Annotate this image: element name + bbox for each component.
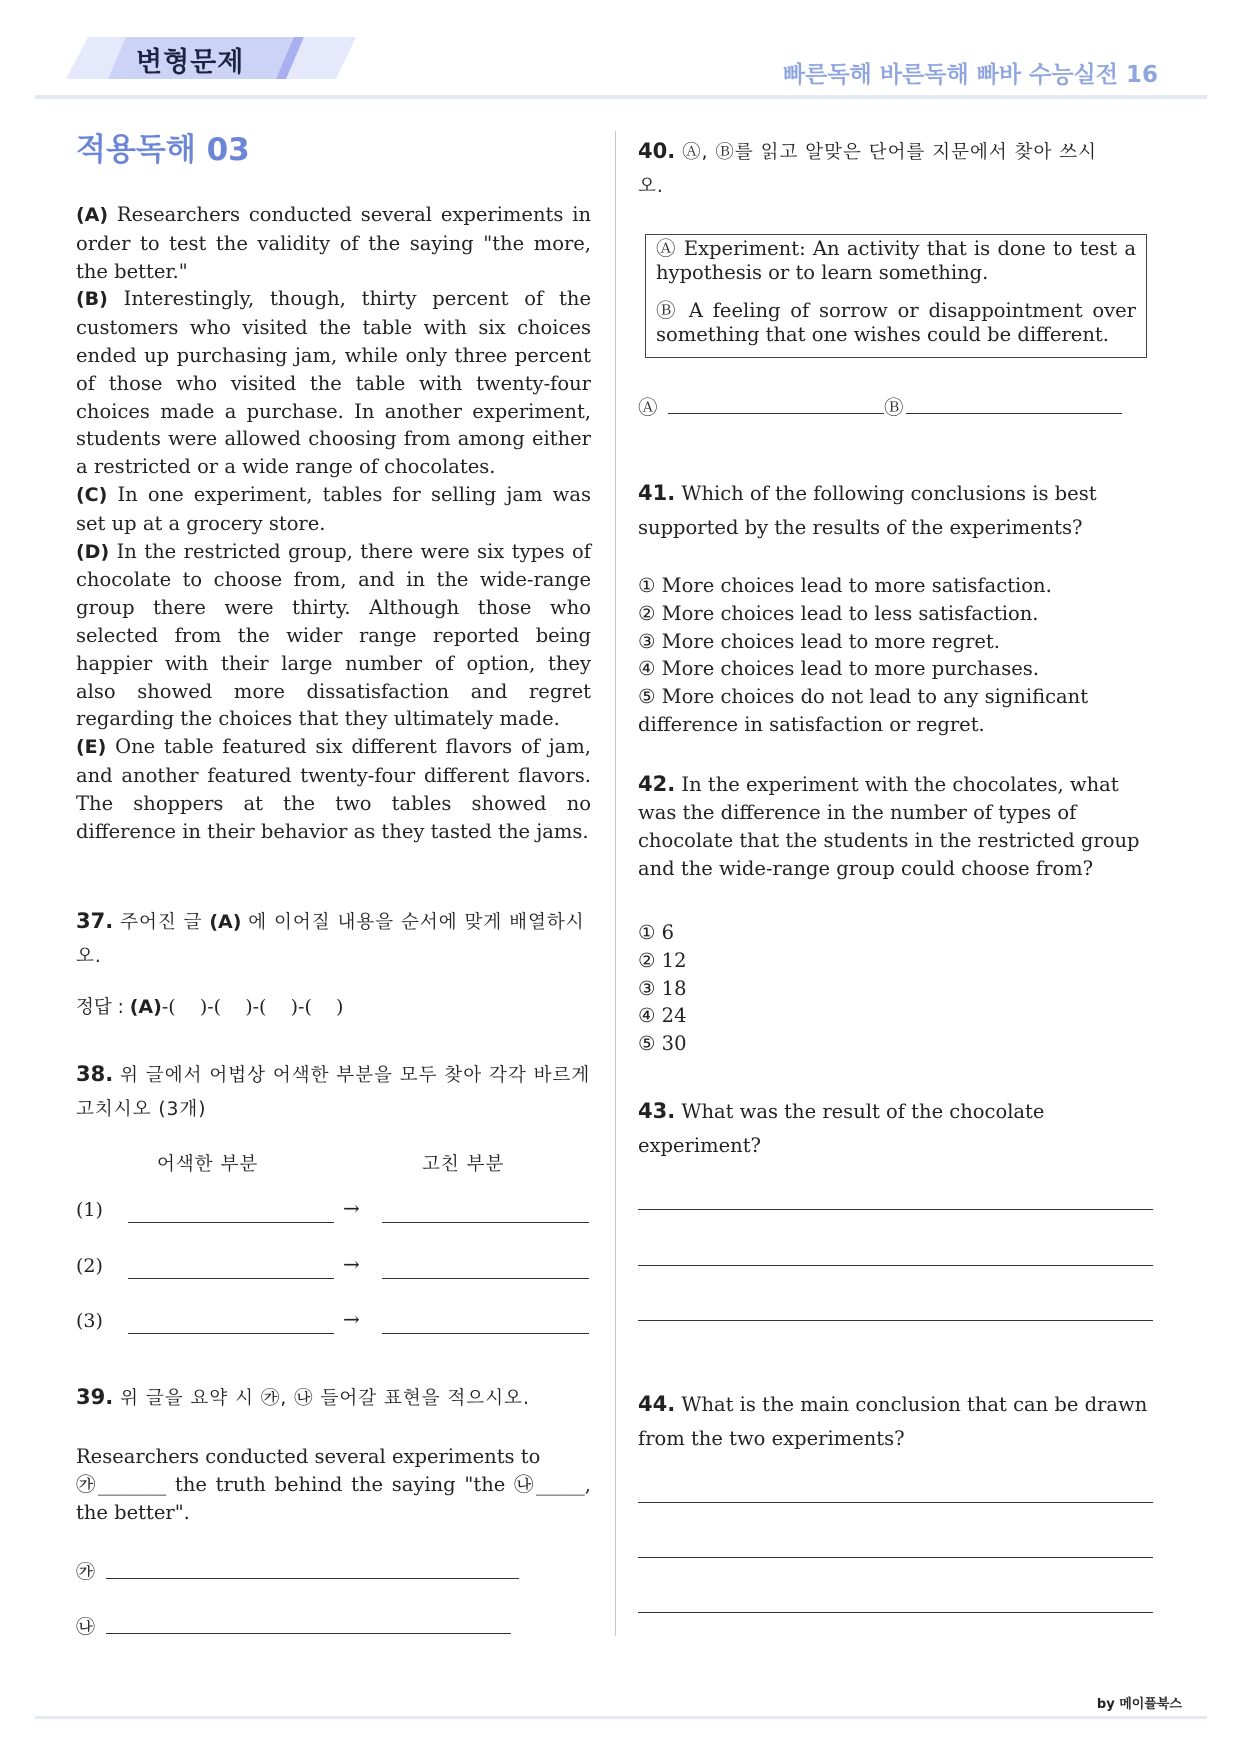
question-38 (76, 1057, 591, 1127)
passage-paragraph-b (76, 285, 591, 481)
reading-passage (76, 201, 591, 845)
option-5[interactable]: ⑤ 30 (638, 1032, 687, 1056)
question-43 (638, 1094, 1153, 1163)
option-4[interactable]: ④ More choices lead to more purchases. (638, 657, 1039, 681)
definition-b: Ⓑ A feeling of sorrow or disappointment over something that one wishes could be different. (656, 299, 1136, 346)
option-4[interactable]: ④ 24 (638, 1004, 687, 1028)
answer-b-line[interactable] (906, 413, 1122, 414)
answer-line[interactable] (638, 1265, 1153, 1266)
question-number: 38. (76, 1062, 114, 1086)
fixed-part-blank[interactable] (382, 1333, 589, 1334)
question-number: 44. (638, 1392, 676, 1416)
column-header-fixed: 고친 부분 (422, 1154, 505, 1175)
answer-slots: -( )-( )-( )-( ) (161, 996, 344, 1018)
arrow-icon: → (343, 1196, 360, 1220)
blank-b-line[interactable] (106, 1633, 511, 1634)
question-number: 42. (638, 772, 676, 796)
question-41 (638, 476, 1153, 545)
answer-label: 정답 : (76, 997, 130, 1018)
summary-line: the better". (76, 1500, 190, 1524)
section-title: 적용독해 03 (76, 132, 250, 168)
question-tag: (A) (209, 911, 242, 933)
answer-tag: (A) (129, 996, 162, 1018)
paragraph-text: In one experiment, tables for selling jam was set up at a grocery store. (76, 482, 591, 535)
blank-a-label: ㉮ (76, 1561, 96, 1583)
question-text: 위 글을 요약 시 ㉮, ㉯ 들어갈 표현을 적으시오. (113, 1388, 530, 1409)
wrong-part-blank[interactable] (128, 1278, 334, 1279)
paragraph-tag: (D) (76, 540, 110, 563)
answer-b-label: Ⓑ (884, 396, 904, 419)
row-label: (3) (76, 1310, 103, 1332)
question-number: 43. (638, 1099, 676, 1123)
question-text: What was the result of the chocolate experiment? (638, 1100, 1045, 1157)
question-44 (638, 1387, 1153, 1456)
answer-a-line[interactable] (668, 413, 884, 414)
passage-paragraph-c (76, 481, 591, 538)
answer-a-label: Ⓐ (638, 396, 658, 419)
row-label: (2) (76, 1255, 103, 1277)
row-label: (1) (76, 1199, 103, 1221)
passage-paragraph-a (76, 201, 591, 285)
question-text: 위 글에서 어법상 어색한 부분을 모두 찾아 각각 바르게 고치시오 (3개) (76, 1065, 591, 1120)
paragraph-tag: (B) (76, 288, 108, 311)
question-number: 39. (76, 1385, 114, 1409)
option-3[interactable]: ③ More choices lead to more regret. (638, 629, 1000, 653)
column-divider (615, 131, 616, 1636)
option-2[interactable]: ② 12 (638, 948, 687, 972)
paragraph-tag: (C) (76, 483, 108, 506)
paragraph-tag: (E) (76, 736, 107, 759)
option-1[interactable]: ① More choices lead to more satisfaction. (638, 574, 1052, 597)
question-37 (76, 904, 591, 974)
answer-line[interactable] (638, 1557, 1153, 1558)
footer-rule (35, 1716, 1207, 1719)
summary-line: ㉮_______ the truth behind the saying "the ㉯_____, (76, 1472, 591, 1496)
answer-line[interactable] (638, 1320, 1153, 1321)
option-2[interactable]: ② More choices lead to less satisfaction. (638, 601, 1039, 625)
blank-b-label: ㉯ (76, 1616, 96, 1638)
question-number: 37. (76, 909, 114, 933)
blank-a-line[interactable] (106, 1578, 519, 1579)
question-40 (638, 134, 1098, 204)
question-number: 40. (638, 139, 676, 163)
answer-line[interactable] (638, 1612, 1153, 1613)
question-text: Ⓐ, Ⓑ를 읽고 알맞은 단어를 지문에서 찾아 쓰시오. (638, 142, 1097, 197)
option-5[interactable]: ⑤ More choices do not lead to any significant difference in satisfaction or regret. (638, 685, 1089, 736)
question-42 (638, 770, 1153, 883)
arrow-icon: → (343, 1307, 360, 1331)
question-text: In the experiment with the chocolates, what was the difference in the number of types of chocolate that the students in the restricted group and the wide-range group could choose from? (638, 773, 1140, 880)
question-39 (76, 1380, 596, 1416)
answer-37-slots[interactable] (76, 993, 343, 1019)
passage-paragraph-d (76, 538, 591, 734)
options-42 (638, 919, 687, 1058)
fixed-part-blank[interactable] (382, 1222, 589, 1223)
paragraph-text: Interestingly, though, thirty percent of the customers who visited the table with six choices ended up purchasing jam, while only three percent of those who visited the table with twenty-four choices made a purchase. In another experiment, students were allowed choosing from among either a restricted or a wide range of chocolates. (76, 287, 591, 479)
question-text: 주어진 글 (113, 912, 210, 933)
definition-a: Ⓐ Experiment: An activity that is done to test a hypothesis or to learn something. (656, 237, 1136, 284)
arrow-icon: → (343, 1252, 360, 1276)
column-header-wrong: 어색한 부분 (157, 1154, 259, 1175)
paragraph-text: Researchers conducted several experiments in order to test the validity of the saying "the more, the better." (76, 203, 591, 283)
passage-paragraph-e (76, 733, 591, 845)
answer-line[interactable] (638, 1209, 1153, 1210)
question-number: 41. (638, 481, 676, 505)
paragraph-text: One table featured six different flavors of jam, and another featured twenty-four different flavors. The shoppers at the two tables showed no difference in their behavior as they tasted the jams. (76, 735, 591, 843)
wrong-part-blank[interactable] (128, 1333, 334, 1334)
summary-line: Researchers conducted several experiments to (76, 1445, 541, 1468)
definition-box (645, 234, 1147, 358)
footer-publisher: by 메이플북스 (1096, 1697, 1182, 1712)
option-1[interactable]: ① 6 (638, 921, 675, 944)
question-text: Which of the following conclusions is best supported by the results of the experiments? (638, 482, 1097, 539)
fixed-part-blank[interactable] (382, 1278, 589, 1279)
option-3[interactable]: ③ 18 (638, 976, 687, 1000)
question-text: What is the main conclusion that can be drawn from the two experiments? (638, 1393, 1148, 1450)
question-text: 에 이어질 내용을 순서에 맞게 배열하시오. (76, 912, 585, 967)
wrong-part-blank[interactable] (128, 1222, 334, 1223)
summary-text (76, 1443, 591, 1526)
paragraph-tag: (A) (76, 204, 109, 226)
header-book-title: 빠른독해 바른독해 빠바 수능실전 16 (782, 62, 1158, 88)
header-badge-label: 변형문제 (136, 47, 245, 78)
paragraph-text: In the restricted group, there were six types of chocolate to choose from, and in the wide-range group there were thirty. Although those who selected from the wider range reported being happier with their large number of option, they also showed more dissatisfaction and regret regarding the choices that they ultimately made. (76, 539, 591, 731)
header-rule (35, 95, 1207, 99)
options-41 (638, 572, 1098, 739)
answer-line[interactable] (638, 1502, 1153, 1503)
